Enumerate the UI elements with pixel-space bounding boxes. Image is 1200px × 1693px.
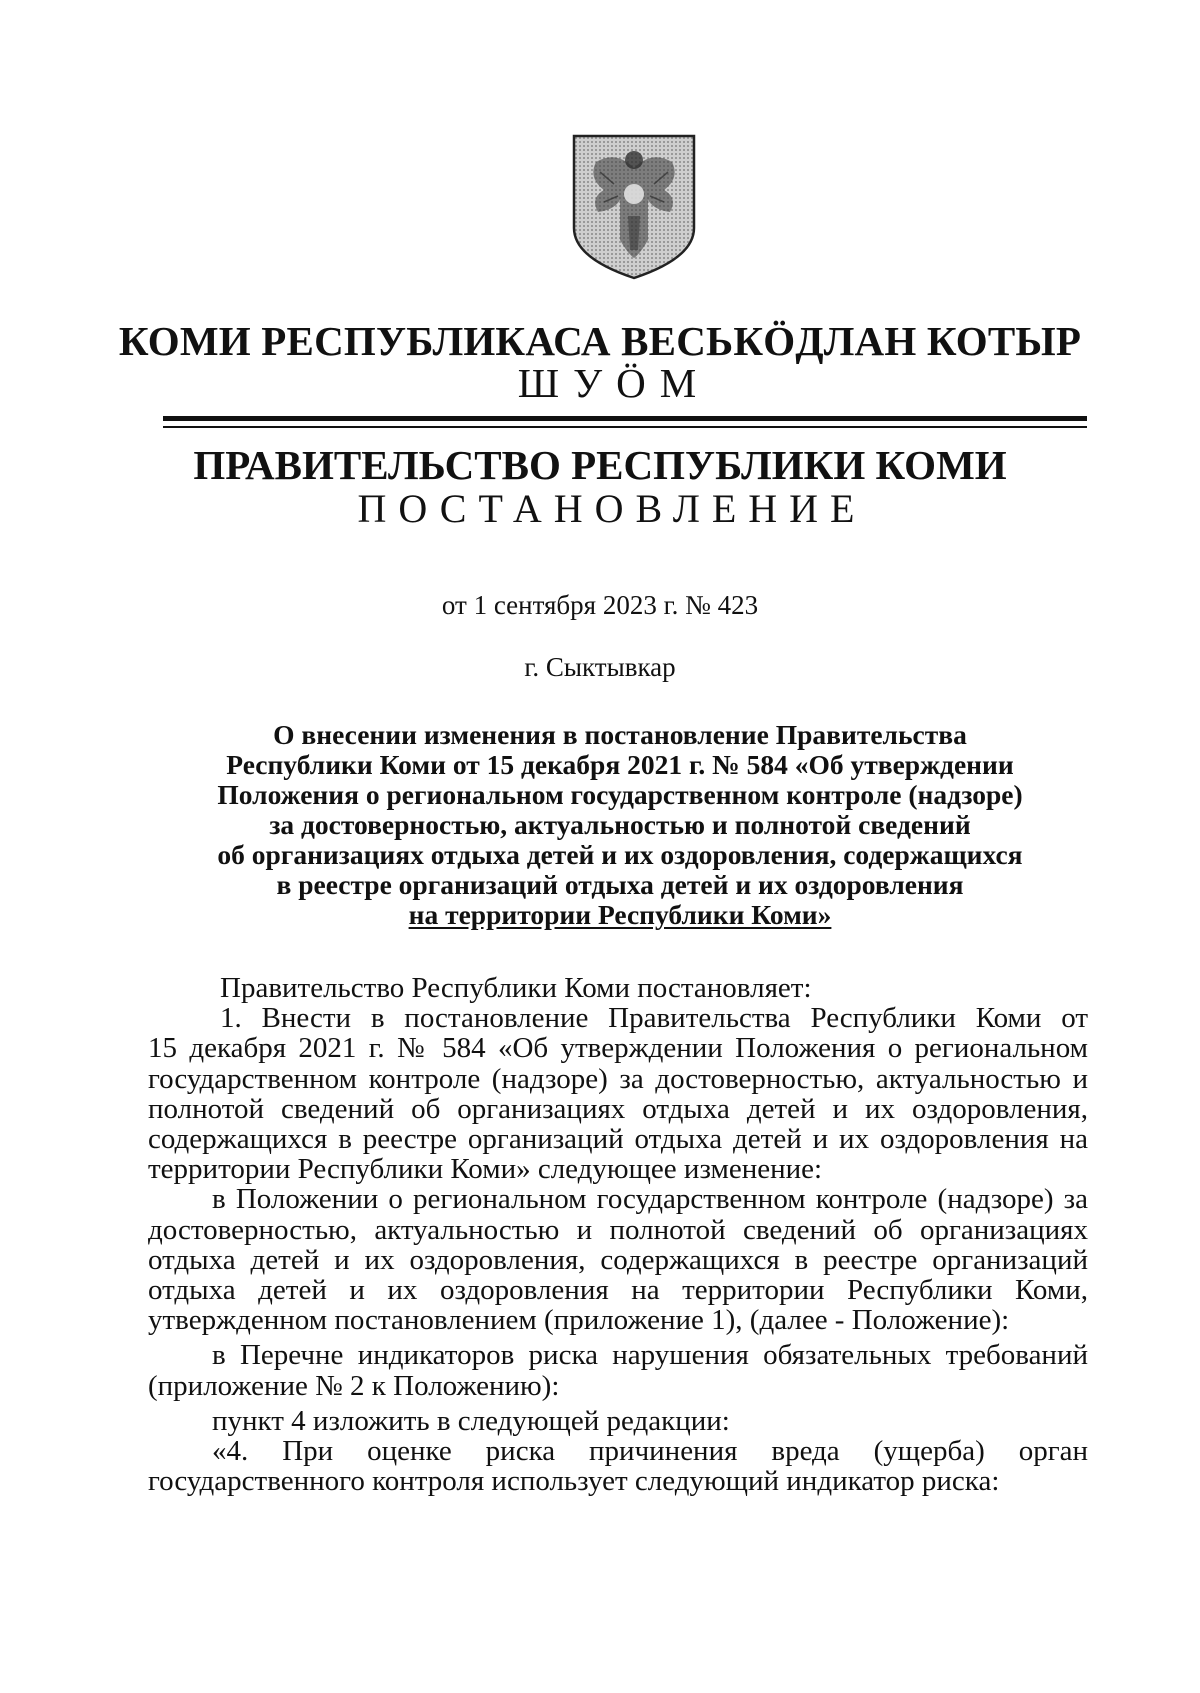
- body-line: отдыха детей и их оздоровления на территории Республики Коми,: [148, 1274, 1088, 1307]
- komi-decree-label: ШУÖМ: [517, 360, 711, 406]
- subject-line: О внесении изменения в постановление Правительства: [273, 719, 967, 750]
- body-line: пункт 4 изложить в следующей редакции:: [212, 1404, 730, 1437]
- subject-line-underlined: на территории Республики Коми»: [408, 899, 832, 930]
- body-line: утвержденном постановлением (приложение 1), (далее - Положение):: [148, 1304, 1010, 1337]
- body-line: содержащихся в реестре организаций отдыха детей и их оздоровления на: [148, 1123, 1088, 1156]
- subject-line: об организациях отдыха детей и их оздоровления, содержащихся: [217, 839, 1023, 870]
- header-rule-thick: [163, 416, 1087, 421]
- body-line: 1. Внести в постановление Правительства Республики Коми от: [220, 1002, 1088, 1035]
- body-line: 15 декабря 2021 г. № 584 «Об утверждении Положения о региональном: [148, 1032, 1088, 1065]
- body-line: государственном контроле (надзоре) за достоверностью, актуальностью и: [148, 1062, 1088, 1095]
- komi-government-title: КОМИ РЕСПУБЛИКАСА ВЕСЬКÖДЛАН КОТЫР: [118, 318, 1082, 364]
- komi-coat-of-arms-icon: [570, 132, 698, 282]
- subject-line: Положения о региональном государственном контроле (надзоре): [217, 779, 1023, 810]
- subject-line: Республики Коми от 15 декабря 2021 г. № 584 «Об утверждении: [226, 749, 1014, 780]
- body-line: в Перечне индикаторов риска нарушения обязательных требований: [212, 1339, 1088, 1372]
- body-line: полнотой сведений об организациях отдыха детей и их оздоровления,: [148, 1092, 1088, 1125]
- subject-line: в реестре организаций отдыха детей и их оздоровления: [276, 869, 964, 900]
- government-title: ПРАВИТЕЛЬСТВО РЕСПУБЛИКИ КОМИ: [193, 442, 1007, 488]
- body-line: отдыха детей и их оздоровления, содержащихся в реестре организаций: [148, 1243, 1088, 1276]
- body-line: Правительство Республики Коми постановляет:: [220, 972, 812, 1004]
- body-line: территории Республики Коми» следующее изменение:: [148, 1153, 823, 1186]
- decree-subject: [150, 720, 1090, 930]
- subject-line: [150, 900, 1090, 930]
- decree-body: [148, 973, 1088, 1496]
- header-rule-thin: [163, 426, 1087, 428]
- body-line: «4. При оценке риска причинения вреда (ущерба) орган: [212, 1435, 1088, 1468]
- body-line: государственного контроля использует следующий индикатор риска:: [148, 1465, 1000, 1498]
- subject-line: за достоверностью, актуальностью и полнотой сведений: [269, 809, 971, 840]
- decree-date-number: от 1 сентября 2023 г. № 423: [441, 590, 759, 620]
- decree-city: г. Сыктывкар: [524, 652, 676, 682]
- body-line: (приложение № 2 к Положению):: [148, 1369, 560, 1402]
- body-line: в Положении о региональном государственном контроле (надзоре) за: [212, 1183, 1088, 1216]
- decree-label: ПОСТАНОВЛЕНИЕ: [357, 486, 867, 531]
- body-line: достоверностью, актуальностью и полнотой сведений об организациях: [148, 1213, 1088, 1246]
